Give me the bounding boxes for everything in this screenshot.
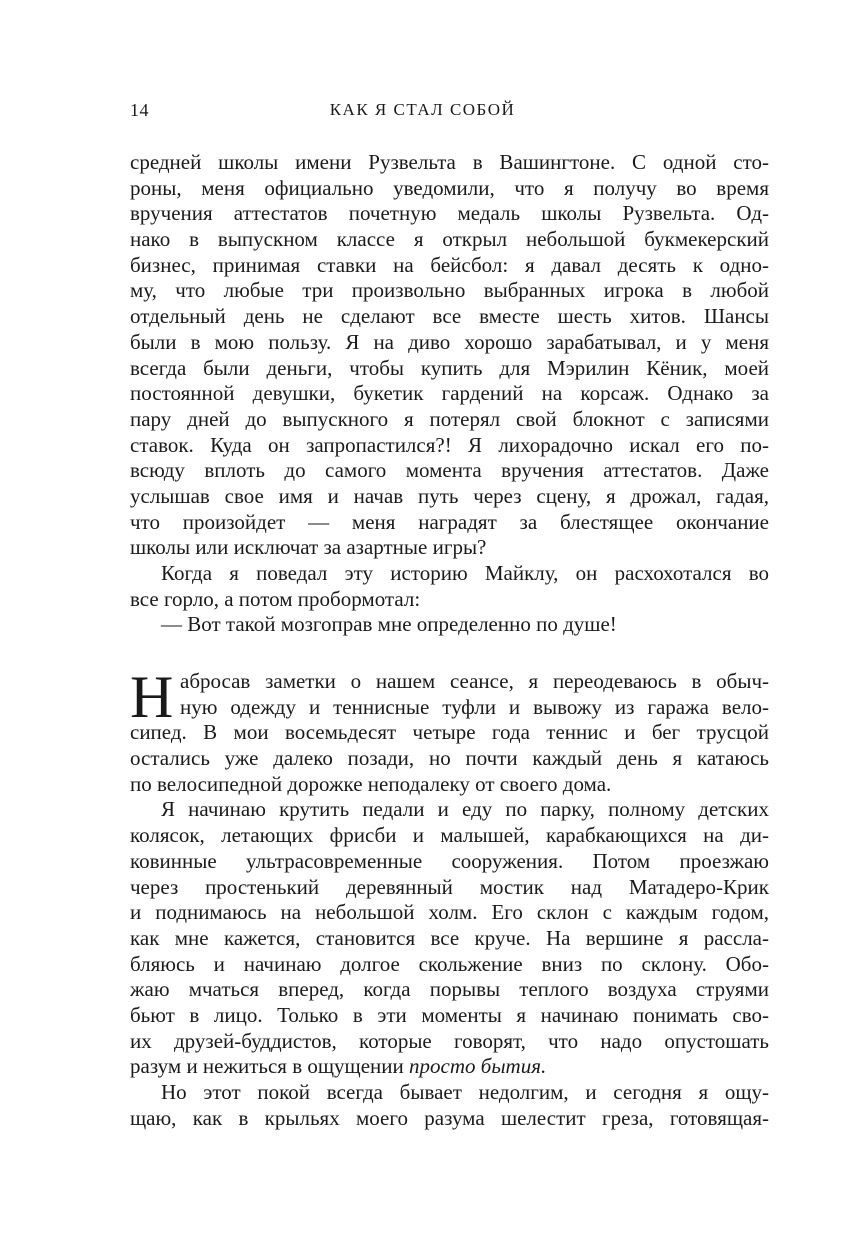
text-line: жаю мчаться вперед, когда порывы теплого воздуха струями	[130, 977, 769, 1002]
text-line: бляюсь и начинаю долгое скольжение вниз по склону. Обо-	[130, 951, 769, 976]
text-block-lower	[130, 664, 769, 1131]
text-line: постоянной девушки, букетик гардений на корсаж. Однако за	[130, 381, 769, 406]
text-line: Когда я поведал эту историю Майклу, он расхохотался во	[161, 561, 769, 585]
text-line: нако в выпускном классе я открыл небольшой букмекерский	[130, 227, 769, 252]
page-number: 14	[130, 100, 149, 120]
text-line: и поднимаюсь на небольшой холм. Его склон с каждым годом,	[130, 900, 769, 925]
text-line: бьют в лицо. Только в эти моменты я начинаю понимать сво-	[130, 1002, 769, 1027]
text-line: как мне кажется, становится все круче. На вершине я рассла-	[130, 925, 769, 950]
text-line: сипед. В мои восемьдесят четыре года теннис и бег трусцой	[130, 720, 769, 745]
text-line: все горло, а потом пробормотал:	[130, 586, 421, 611]
text-line: остались уже далеко позади, но почти каждый день я катаюсь	[130, 746, 769, 771]
paragraph-reverie	[130, 1080, 769, 1131]
paragraph-dialogue	[130, 612, 769, 638]
text-line: услышав свое имя и начав путь через сцену, я дрожал, гадая,	[130, 483, 769, 508]
text-line: колясок, летающих фрисби и малышей, карабкающихся на ди-	[130, 823, 769, 848]
text-line: всегда были деньги, чтобы купить для Мэрилин Кёник, моей	[130, 355, 769, 380]
text-line: пару дней до выпускного я потерял свой блокнот с записями	[130, 406, 769, 431]
text-line: были в мою пользу. Я на диво хорошо зарабатывал, и у меня	[130, 329, 769, 354]
text-line: ковинные ультрасовременные сооружения. Потом проезжаю	[130, 848, 769, 873]
text-line: ставок. Куда он запропастился?! Я лихорадочно искал его по-	[130, 432, 769, 457]
text-block-upper	[130, 150, 769, 638]
text-line: бизнес, принимая ставки на бейсбол: я давал десять к одно-	[130, 252, 769, 277]
drop-cap: Н	[130, 664, 174, 730]
text-fragment: разум и нежиться в ощущении	[130, 1054, 410, 1079]
text-line: всюду вплоть до самого момента вручения аттестатов. Даже	[130, 458, 769, 483]
text-line: абросав заметки о нашем сеансе, я переодеваюсь в обыч-	[180, 669, 769, 693]
text-line: их друзей-буддистов, которые говорят, что надо опустошать	[130, 1028, 769, 1053]
text-line-mixed	[130, 1054, 769, 1080]
text-line: Но этот покой всегда бывает недолгим, и сегодня я ощу-	[161, 1080, 769, 1104]
text-line: по велосипедной дорожке неподалеку от своего дома.	[130, 771, 612, 796]
text-line: через простенький деревянный мостик над Матадеро-Крик	[130, 874, 769, 899]
text-line: отдельный день не сделают все вместе шесть хитов. Шансы	[130, 304, 769, 329]
text-line: — Вот такой мозгоправ мне определенно по душе!	[161, 612, 617, 637]
text-line: средней школы имени Рузвельта в Вашингтоне. С одной сто-	[130, 150, 769, 174]
text-line: вручения аттестатов почетную медаль школы Рузвельта. Од-	[130, 201, 769, 226]
italic-phrase: просто бытия.	[409, 1054, 547, 1079]
text-line: школы или исключат за азартные игры?	[130, 535, 487, 560]
running-title: КАК Я СТАЛ СОБОЙ	[329, 100, 516, 119]
text-line: щаю, как в крыльях моего разума шелестит греза, готовящая-	[130, 1105, 769, 1130]
text-line: роны, меня официально уведомили, что я получу во время	[130, 175, 769, 200]
text-line: му, что любые три произвольно выбранных игрока в любой	[130, 278, 769, 303]
paragraph-continuation	[130, 150, 769, 561]
paragraph-michael-laugh	[130, 561, 769, 612]
text-line: что произойдет — меня наградят за блестящее окончание	[130, 509, 769, 534]
paragraph-section-start	[130, 664, 769, 797]
text-line: Я начинаю крутить педали и еду по парку, полному детских	[161, 797, 769, 822]
text-line: ную одежду и теннисные туфли и вывожу из гаража вело-	[180, 694, 769, 719]
paragraph-bike-ride	[130, 797, 769, 1080]
